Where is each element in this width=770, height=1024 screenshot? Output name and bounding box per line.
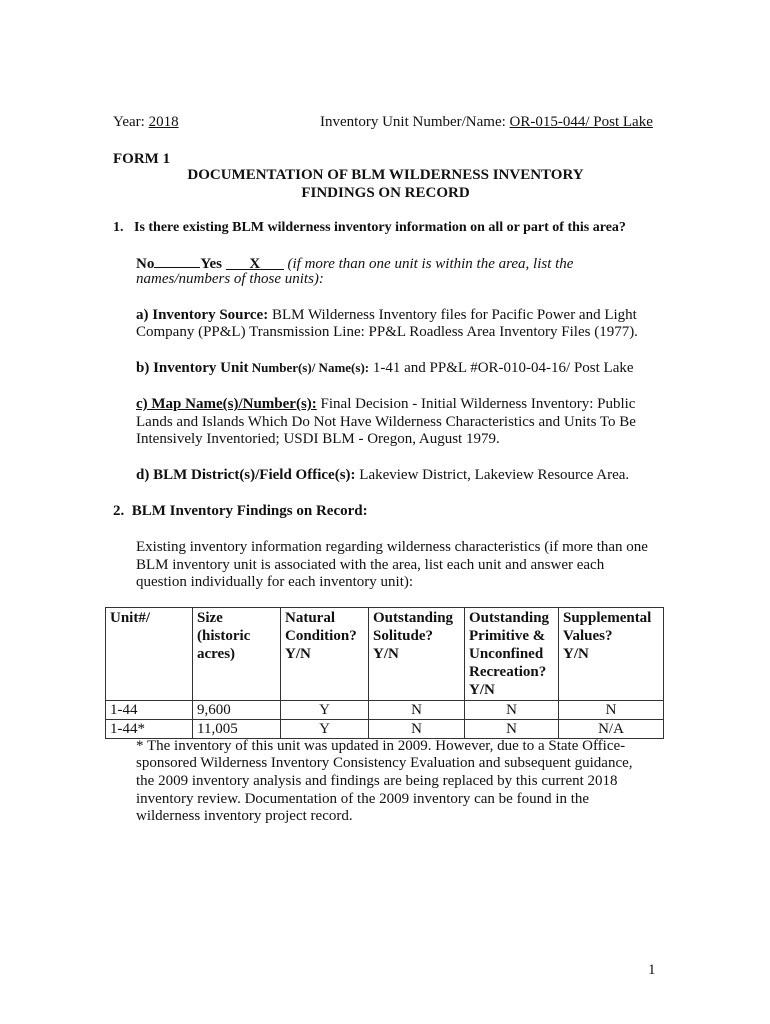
district-value: Lakeview District, Lakeview Resource Area. (355, 467, 630, 483)
document-title-line-2: FINDINGS ON RECORD (301, 185, 470, 201)
map-name-label: c) Map Name(s)/Number(s): (136, 396, 317, 412)
inventory-unit-field (320, 113, 653, 131)
instruction-line-2: names/numbers of those units): (136, 271, 324, 287)
inventory-unit-line (136, 359, 634, 377)
district-label: d) BLM District(s)/Field Office(s): (136, 467, 356, 483)
cell-natural: Y (281, 701, 369, 720)
map-name-line-2: Lands and Islands Which Do Not Have Wilderness Characteristics and Units To Be (136, 414, 636, 430)
col-header-solitude: Outstanding Solitude? Y/N (369, 608, 465, 701)
cell-primitive: N (465, 701, 559, 720)
inventory-unit-b-value: 1-41 and PP&L #OR-010-04-16/ Post Lake (369, 360, 634, 376)
q2-intro-line-1: Existing inventory information regarding wilderness characteristics (if more than one (136, 539, 648, 555)
cell-solitude: N (369, 701, 465, 720)
cell-size: 9,600 (193, 701, 281, 720)
inventory-source-label: a) Inventory Source: (136, 307, 269, 323)
footnote-line-1: * The inventory of this unit was updated in 2009. However, due to a State Office- (136, 738, 626, 754)
col-header-size: Size (historic acres) (193, 608, 281, 701)
inventory-source-text-1: BLM Wilderness Inventory files for Pacific Power and Light (268, 307, 637, 323)
year-field (113, 113, 179, 131)
district-line (136, 466, 629, 484)
map-name-line-1 (136, 395, 635, 413)
col-header-primitive-recreation: Outstanding Primitive & Unconfined Recreation? Y/N (465, 608, 559, 701)
inventory-unit-b-label-small: Number(s)/ Name(s): (248, 360, 370, 375)
inventory-source-line-2: Company (PP&L) Transmission Line: PP&L Roadless Area Inventory Files (1977). (136, 324, 638, 340)
q2-intro-line-3: question individually for each inventory unit): (136, 574, 414, 590)
map-name-text-1: Final Decision - Initial Wilderness Inventory: Public (316, 396, 636, 412)
map-name-line-3: Intensively Inventoried; USDI BLM - Oregon, August 1979. (136, 431, 500, 447)
cell-supplemental: N/A (559, 720, 664, 739)
no-label: No (136, 256, 155, 272)
cell-supplemental: N (559, 701, 664, 720)
footnote-line-3: the 2009 inventory analysis and findings are being replaced by this current 2018 (136, 773, 618, 789)
document-title-line-1: DOCUMENTATION OF BLM WILDERNESS INVENTORY (187, 167, 584, 183)
page-number: 1 (648, 962, 656, 978)
inventory-unit-label: Inventory Unit Number/Name: (320, 114, 506, 130)
q2-intro-line-2: BLM inventory unit is associated with the area, list each unit and answer each (136, 557, 605, 573)
form-label: FORM 1 (113, 151, 171, 167)
cell-natural: Y (281, 720, 369, 739)
cell-size: 11,005 (193, 720, 281, 739)
col-header-unit: Unit#/ (106, 608, 193, 701)
footnote-line-4: inventory review. Documentation of the 2009 inventory can be found in the (136, 791, 590, 807)
cell-solitude: N (369, 720, 465, 739)
no-blank (154, 253, 200, 268)
question-1: 1. Is there existing BLM wilderness inventory information on all or part of this area? (113, 220, 626, 235)
table-row (106, 720, 664, 739)
instruction-line-1: (if more than one unit is within the area, list the (287, 256, 574, 272)
yes-label: Yes (200, 256, 223, 272)
col-header-natural-condition: Natural Condition? Y/N (281, 608, 369, 701)
footnote-line-2: sponsored Wilderness Inventory Consistency Evaluation and subsequent guidance, (136, 755, 633, 771)
table-header-row (106, 608, 664, 701)
col-header-supplemental-values: Supplemental Values? Y/N (559, 608, 664, 701)
table-row (106, 701, 664, 720)
yes-mark: X (226, 255, 284, 270)
cell-unit: 1-44* (106, 720, 193, 739)
year-label: Year: (113, 114, 145, 130)
inventory-findings-table (105, 607, 664, 739)
cell-primitive: N (465, 720, 559, 739)
inventory-unit-value: OR-015-044/ Post Lake (509, 114, 653, 130)
cell-unit: 1-44 (106, 701, 193, 720)
question-2-heading: 2. BLM Inventory Findings on Record: (113, 503, 368, 519)
year-value: 2018 (148, 114, 179, 130)
inventory-unit-b-label: b) Inventory Unit (136, 360, 249, 376)
inventory-source-line-1 (136, 306, 637, 324)
footnote-line-5: wilderness inventory project record. (136, 808, 353, 824)
